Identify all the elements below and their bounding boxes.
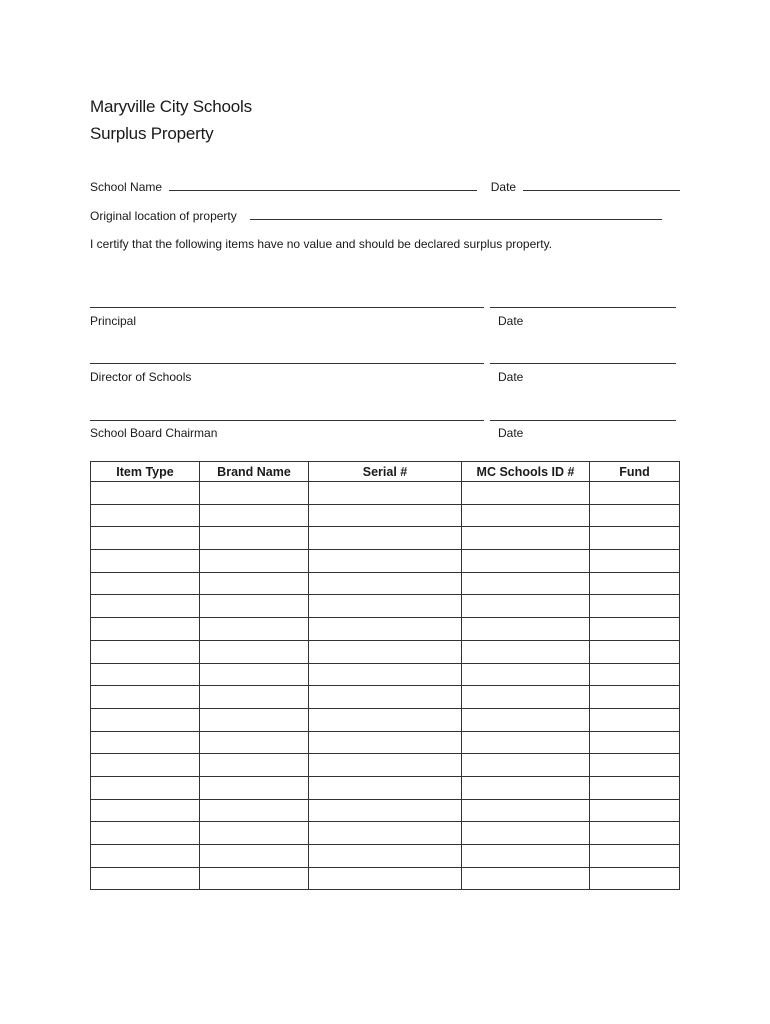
- column-header-mc-schools-id: MC Schools ID #: [462, 462, 590, 482]
- certification-statement: I certify that the following items have no value and should be declared surplus property.: [90, 237, 553, 251]
- table-cell[interactable]: [590, 618, 680, 641]
- table-cell[interactable]: [590, 640, 680, 663]
- table-row: [91, 595, 680, 618]
- table-cell[interactable]: [590, 482, 680, 505]
- director-label: Director of Schools: [90, 370, 192, 384]
- table-cell[interactable]: [200, 708, 309, 731]
- original-location-label: Original location of property: [90, 209, 237, 223]
- table-row: [91, 550, 680, 573]
- document-title-line1: Maryville City Schools: [90, 97, 252, 116]
- table-cell[interactable]: [309, 640, 462, 663]
- table-cell[interactable]: [91, 799, 200, 822]
- table-cell[interactable]: [91, 822, 200, 845]
- table-body: [91, 482, 680, 890]
- table-row: [91, 527, 680, 550]
- table-cell[interactable]: [462, 550, 590, 573]
- table-cell[interactable]: [309, 663, 462, 686]
- original-location-row: [90, 208, 662, 223]
- school-date-label: Date: [490, 180, 517, 194]
- table-cell[interactable]: [309, 731, 462, 754]
- table-cell[interactable]: [309, 845, 462, 868]
- school-name-row: [90, 179, 680, 194]
- chairman-date-label: Date: [498, 426, 524, 440]
- table-cell[interactable]: [309, 799, 462, 822]
- table-cell[interactable]: [309, 708, 462, 731]
- table-cell[interactable]: [462, 754, 590, 777]
- table-cell[interactable]: [309, 776, 462, 799]
- table-row: [91, 845, 680, 868]
- table-cell[interactable]: [91, 686, 200, 709]
- table-cell[interactable]: [462, 482, 590, 505]
- table-header-row: [91, 462, 680, 482]
- table-cell[interactable]: [462, 867, 590, 890]
- director-date-line[interactable]: [490, 363, 676, 364]
- table-cell[interactable]: [91, 572, 200, 595]
- table-cell[interactable]: [200, 754, 309, 777]
- table-row: [91, 640, 680, 663]
- table-cell[interactable]: [91, 731, 200, 754]
- table-cell[interactable]: [200, 482, 309, 505]
- table-cell[interactable]: [590, 776, 680, 799]
- column-header-brand-name: Brand Name: [200, 462, 309, 482]
- school-name-label: School Name: [90, 180, 163, 194]
- table-row: [91, 686, 680, 709]
- table-row: [91, 663, 680, 686]
- table-cell[interactable]: [590, 799, 680, 822]
- table-cell[interactable]: [590, 731, 680, 754]
- table-cell[interactable]: [590, 504, 680, 527]
- chairman-label: School Board Chairman: [90, 426, 218, 440]
- table-row: [91, 754, 680, 777]
- table-cell[interactable]: [462, 799, 590, 822]
- table-cell[interactable]: [309, 867, 462, 890]
- school-name-field[interactable]: [169, 179, 477, 191]
- table-cell[interactable]: [462, 527, 590, 550]
- table-cell[interactable]: [462, 572, 590, 595]
- table-cell[interactable]: [91, 527, 200, 550]
- table-cell[interactable]: [309, 754, 462, 777]
- table-cell[interactable]: [200, 504, 309, 527]
- table-cell[interactable]: [91, 595, 200, 618]
- table-cell[interactable]: [91, 640, 200, 663]
- table-cell[interactable]: [309, 527, 462, 550]
- table-cell[interactable]: [462, 708, 590, 731]
- table-cell[interactable]: [200, 867, 309, 890]
- column-header-item-type: Item Type: [91, 462, 200, 482]
- table-cell[interactable]: [200, 663, 309, 686]
- table-cell[interactable]: [590, 822, 680, 845]
- table-cell[interactable]: [590, 595, 680, 618]
- table-cell[interactable]: [590, 663, 680, 686]
- table-cell[interactable]: [590, 686, 680, 709]
- table-cell[interactable]: [590, 867, 680, 890]
- table-cell[interactable]: [462, 845, 590, 868]
- principal-label: Principal: [90, 314, 137, 328]
- table-cell[interactable]: [462, 822, 590, 845]
- table-cell[interactable]: [309, 550, 462, 573]
- school-date-field[interactable]: [523, 179, 680, 191]
- chairman-signature-line[interactable]: [90, 420, 484, 421]
- table-cell[interactable]: [462, 504, 590, 527]
- director-signature-line[interactable]: [90, 363, 484, 364]
- table-cell[interactable]: [590, 754, 680, 777]
- chairman-date-line[interactable]: [490, 420, 676, 421]
- principal-date-line[interactable]: [490, 307, 676, 308]
- table-cell[interactable]: [91, 867, 200, 890]
- table-cell[interactable]: [590, 708, 680, 731]
- principal-date-label: Date: [498, 314, 524, 328]
- table-cell[interactable]: [91, 845, 200, 868]
- table-cell[interactable]: [200, 845, 309, 868]
- table-cell[interactable]: [200, 527, 309, 550]
- table-cell[interactable]: [200, 686, 309, 709]
- table-row: [91, 482, 680, 505]
- table-row: [91, 731, 680, 754]
- column-header-serial: Serial #: [309, 462, 462, 482]
- table-cell[interactable]: [91, 754, 200, 777]
- table-cell[interactable]: [462, 640, 590, 663]
- principal-signature-line[interactable]: [90, 307, 484, 308]
- table-row: [91, 504, 680, 527]
- table-row: [91, 572, 680, 595]
- table-cell[interactable]: [462, 731, 590, 754]
- table-cell[interactable]: [590, 527, 680, 550]
- table-row: [91, 822, 680, 845]
- table-row: [91, 708, 680, 731]
- table-cell[interactable]: [91, 504, 200, 527]
- table-cell[interactable]: [590, 550, 680, 573]
- table-row: [91, 867, 680, 890]
- table-cell[interactable]: [309, 618, 462, 641]
- director-date-label: Date: [498, 370, 524, 384]
- table-cell[interactable]: [200, 550, 309, 573]
- table-cell[interactable]: [91, 618, 200, 641]
- table-cell[interactable]: [200, 799, 309, 822]
- table-cell[interactable]: [200, 776, 309, 799]
- table-cell[interactable]: [200, 595, 309, 618]
- table-cell[interactable]: [590, 572, 680, 595]
- table-cell[interactable]: [200, 618, 309, 641]
- table-cell[interactable]: [462, 663, 590, 686]
- table-cell[interactable]: [462, 776, 590, 799]
- surplus-items-table: [90, 461, 680, 890]
- table-cell[interactable]: [309, 504, 462, 527]
- table-cell[interactable]: [309, 482, 462, 505]
- table-row: [91, 776, 680, 799]
- original-location-field[interactable]: [250, 208, 662, 220]
- table-cell[interactable]: [462, 686, 590, 709]
- table-cell[interactable]: [200, 822, 309, 845]
- table-cell[interactable]: [91, 550, 200, 573]
- table-cell[interactable]: [91, 663, 200, 686]
- table-cell[interactable]: [462, 595, 590, 618]
- table-row: [91, 618, 680, 641]
- table-cell[interactable]: [462, 618, 590, 641]
- table-cell[interactable]: [200, 572, 309, 595]
- table-cell[interactable]: [309, 595, 462, 618]
- table-cell[interactable]: [309, 572, 462, 595]
- table-cell[interactable]: [91, 708, 200, 731]
- column-header-fund: Fund: [590, 462, 680, 482]
- table-cell[interactable]: [91, 776, 200, 799]
- table-cell[interactable]: [200, 731, 309, 754]
- table-row: [91, 799, 680, 822]
- table-cell[interactable]: [91, 482, 200, 505]
- table-cell[interactable]: [309, 822, 462, 845]
- document-title-line2: Surplus Property: [90, 124, 214, 143]
- table-cell[interactable]: [200, 640, 309, 663]
- table-cell[interactable]: [309, 686, 462, 709]
- table-cell[interactable]: [590, 845, 680, 868]
